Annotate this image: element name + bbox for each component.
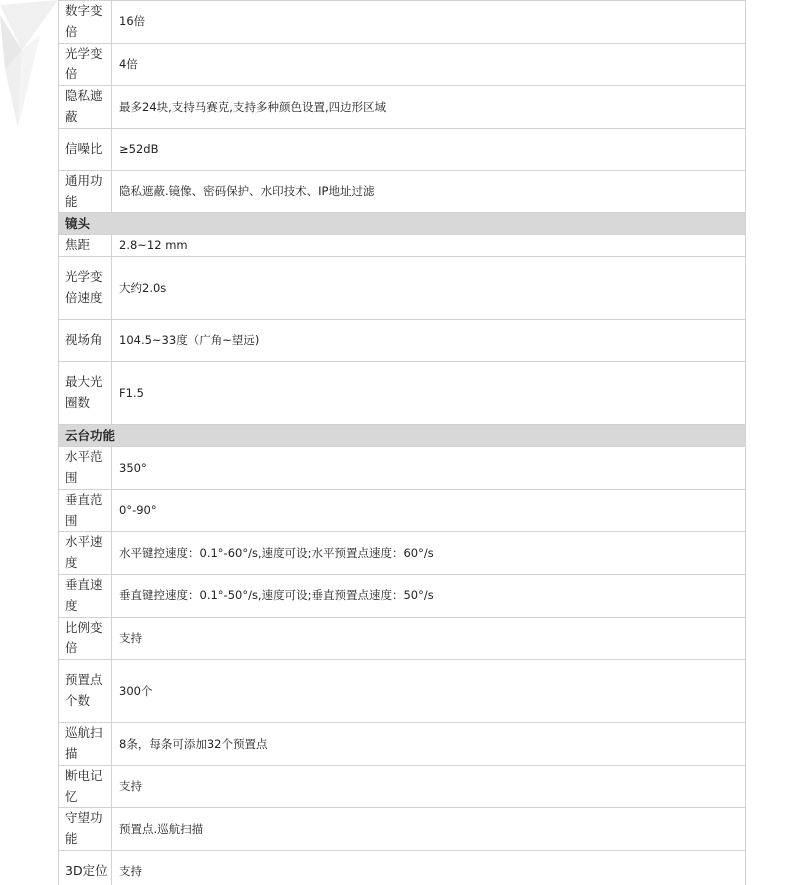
- row-label: 水平范围: [59, 447, 112, 490]
- row-label: 数字变倍: [59, 1, 112, 44]
- row-value: ≥52dB: [112, 128, 746, 170]
- row-label: 最大光圈数: [59, 362, 112, 425]
- table-row: [59, 723, 746, 766]
- table-row: [59, 86, 746, 129]
- table-row: [59, 574, 746, 617]
- row-value: 水平键控速度：0.1°-60°/s,速度可设;水平预置点速度：60°/s: [112, 532, 746, 575]
- row-label: 巡航扫描: [59, 723, 112, 766]
- spec-table: [58, 0, 746, 885]
- row-label: 断电记忆: [59, 765, 112, 808]
- row-label: 焦距: [59, 235, 112, 257]
- watermark-logo-icon: [0, 0, 60, 130]
- row-label: 守望功能: [59, 808, 112, 851]
- row-label: 比例变倍: [59, 617, 112, 660]
- table-row: [59, 489, 746, 532]
- row-value: 支持: [112, 850, 746, 885]
- row-value: 4倍: [112, 43, 746, 86]
- row-value: 104.5~33度（广角~望远): [112, 320, 746, 362]
- row-label: 垂直范围: [59, 489, 112, 532]
- row-label: 光学变倍速度: [59, 257, 112, 320]
- row-value: 最多24块,支持马赛克,支持多种颜色设置,四边形区域: [112, 86, 746, 129]
- section-header-ptz: [59, 425, 746, 447]
- row-value: 0°-90°: [112, 489, 746, 532]
- row-value: 支持: [112, 765, 746, 808]
- table-row: [59, 128, 746, 170]
- table-row: [59, 447, 746, 490]
- row-label: 3D定位: [59, 850, 112, 885]
- row-value: 8条，每条可添加32个预置点: [112, 723, 746, 766]
- row-label: 光学变倍: [59, 43, 112, 86]
- table-row: [59, 1, 746, 44]
- row-value: 隐私遮蔽.镜像、密码保护、水印技术、IP地址过滤: [112, 170, 746, 213]
- row-value: 大约2.0s: [112, 257, 746, 320]
- table-row: [59, 235, 746, 257]
- row-label: 视场角: [59, 320, 112, 362]
- row-value: 300个: [112, 660, 746, 723]
- row-label: 信噪比: [59, 128, 112, 170]
- table-row: [59, 362, 746, 425]
- section-title: 镜头: [59, 213, 746, 235]
- row-value: 350°: [112, 447, 746, 490]
- table-row: [59, 808, 746, 851]
- row-value: 2.8~12 mm: [112, 235, 746, 257]
- table-row: [59, 765, 746, 808]
- section-title: 云台功能: [59, 425, 746, 447]
- row-label: 垂直速度: [59, 574, 112, 617]
- row-label: 水平速度: [59, 532, 112, 575]
- row-value: 支持: [112, 617, 746, 660]
- table-row: [59, 617, 746, 660]
- row-label: 预置点个数: [59, 660, 112, 723]
- section-header-lens: [59, 213, 746, 235]
- row-label: 隐私遮蔽: [59, 86, 112, 129]
- table-row: [59, 257, 746, 320]
- table-row: [59, 170, 746, 213]
- table-row: [59, 43, 746, 86]
- table-row: [59, 850, 746, 885]
- row-value: 16倍: [112, 1, 746, 44]
- table-row: [59, 532, 746, 575]
- row-label: 通用功能: [59, 170, 112, 213]
- row-value: 垂直键控速度：0.1°-50°/s,速度可设;垂直预置点速度：50°/s: [112, 574, 746, 617]
- row-value: 预置点.巡航扫描: [112, 808, 746, 851]
- row-value: F1.5: [112, 362, 746, 425]
- table-row: [59, 660, 746, 723]
- table-row: [59, 320, 746, 362]
